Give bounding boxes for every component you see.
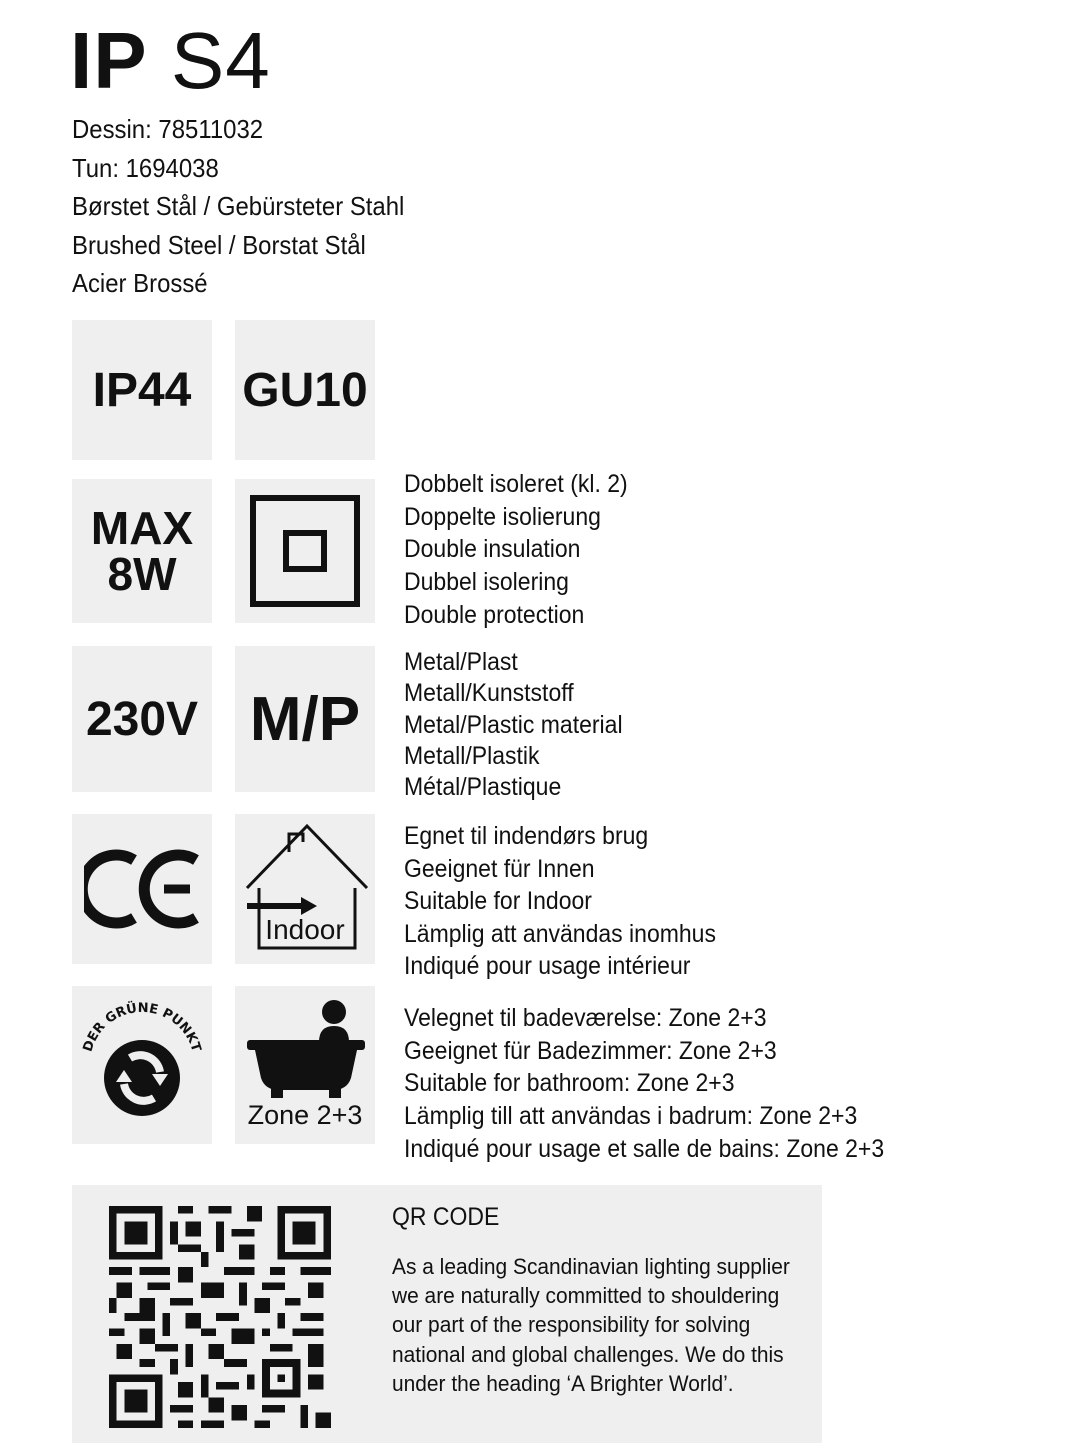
desc-line: Egnet til indendørs brug <box>404 822 649 850</box>
indoor-badge <box>235 814 375 964</box>
max-wattage-badge <box>72 479 212 623</box>
desc-line: Geeignet für Badezimmer: Zone 2+3 <box>404 1036 777 1065</box>
desc-line: Double protection <box>404 600 585 629</box>
desc-line: Dubbel isolering <box>404 568 569 597</box>
desc-line: Suitable for bathroom: Zone 2+3 <box>404 1069 735 1098</box>
desc-line: Lämplig till att användas i badrum: Zone 2+3 <box>404 1102 858 1131</box>
desc-line: Doppelte isolierung <box>404 502 601 531</box>
desc-line: Indiqué pour usage intérieur <box>404 952 691 980</box>
ip-rating-badge <box>72 320 212 460</box>
desc-line: Velegnet til badeværelse: Zone 2+3 <box>404 1004 767 1032</box>
qr-body <box>392 1252 790 1398</box>
info-line: Dessin: 78511032 <box>72 114 264 144</box>
voltage-badge <box>72 646 212 792</box>
double-insulation-badge <box>235 479 375 623</box>
indoor-description <box>404 820 716 983</box>
qr-body-line: our part of the responsibility for solving <box>392 1312 751 1338</box>
desc-line: Geeignet für Innen <box>404 854 595 883</box>
desc-line: Indiqué pour usage et salle de bains: Zone 2+3 <box>404 1134 885 1163</box>
qr-body-line: national and global challenges. We do this <box>392 1341 784 1367</box>
qr-body-line: under the heading ‘A Brighter World’. <box>392 1370 734 1396</box>
ce-mark-icon <box>84 846 200 932</box>
green-dot-icon <box>72 986 212 1144</box>
product-info <box>72 110 404 303</box>
desc-line: Metall/Kunststoff <box>404 679 574 708</box>
socket-badge <box>235 320 375 460</box>
info-line: Acier Brossé <box>72 268 208 298</box>
insulation-description <box>404 468 628 632</box>
info-line: Brushed Steel / Borstat Stål <box>72 229 366 260</box>
qr-code-icon[interactable] <box>103 1206 337 1428</box>
ip-rating-text: IP44 <box>92 363 192 417</box>
wattage-label: 8W <box>107 548 177 600</box>
info-line: Tun: 1694038 <box>72 152 219 183</box>
material-description <box>404 647 623 803</box>
zone-label: Zone 2+3 <box>247 1100 363 1130</box>
title-prefix: IP <box>70 16 148 105</box>
title-model: S4 <box>170 16 271 105</box>
green-dot-text: DER GRÜNE PUNKT <box>80 1000 204 1054</box>
info-line: Børstet Stål / Gebürsteter Stahl <box>72 191 405 221</box>
product-title <box>70 18 271 104</box>
voltage-text: 230V <box>85 692 199 746</box>
desc-line: Dobbelt isoleret (kl. 2) <box>404 470 628 498</box>
material-text: M/P <box>249 684 361 754</box>
qr-title: QR CODE <box>392 1203 500 1231</box>
double-square-icon <box>250 495 360 607</box>
max-label: MAX <box>90 502 194 554</box>
desc-line: Suitable for Indoor <box>404 887 592 915</box>
ce-badge <box>72 814 212 964</box>
bathroom-zone-badge <box>235 986 375 1144</box>
material-badge <box>235 646 375 792</box>
qr-body-line: As a leading Scandinavian lighting supplier <box>392 1254 790 1279</box>
green-dot-badge <box>72 986 212 1144</box>
desc-line: Lämplig att användas inomhus <box>404 919 716 948</box>
desc-line: Metall/Plastik <box>404 741 540 770</box>
qr-body-line: we are naturally committed to shouldering <box>392 1283 780 1309</box>
desc-line: Metal/Plast <box>404 648 518 676</box>
indoor-label: Indoor <box>265 914 345 945</box>
bathroom-description <box>404 1002 884 1166</box>
desc-line: Métal/Plastique <box>404 773 562 802</box>
socket-text: GU10 <box>242 363 368 417</box>
desc-line: Metal/Plastic material <box>404 710 623 739</box>
desc-line: Double insulation <box>404 535 581 564</box>
